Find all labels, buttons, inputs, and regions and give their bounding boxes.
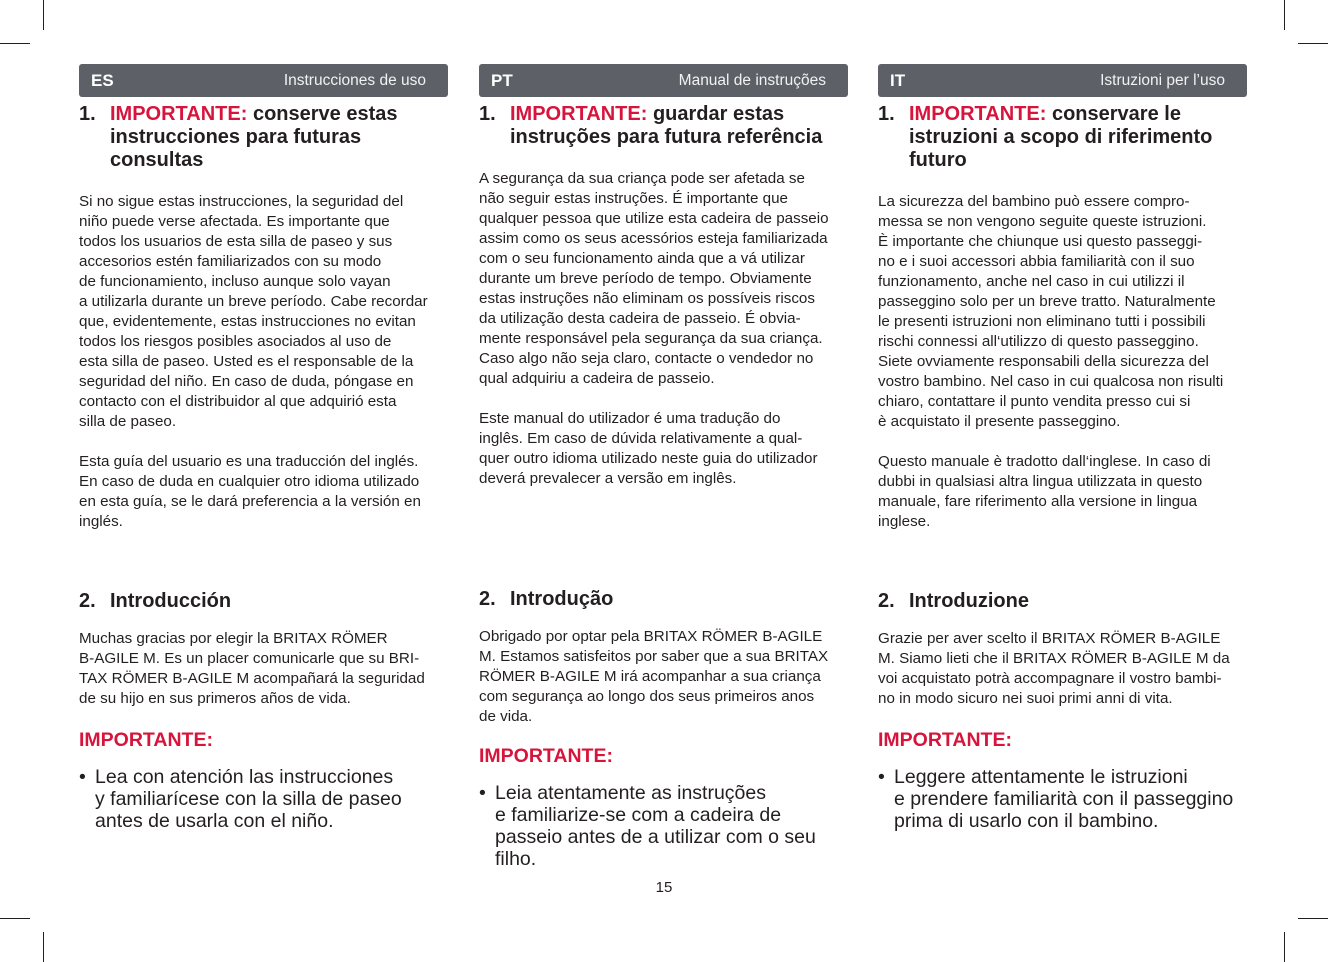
language-header-bar bbox=[479, 64, 848, 97]
crop-mark bbox=[43, 932, 44, 962]
crop-mark bbox=[0, 43, 30, 44]
language-header-bar bbox=[79, 64, 448, 97]
heading-text: guardar estas instruções para futura referência bbox=[510, 103, 823, 148]
section-2-heading bbox=[878, 590, 1247, 613]
paragraph: Questo manuale è tradotto dall‘inglese. In caso di dubbi in qualsiasi altra lingua utilizzata in questo manuale, fare riferimento alla versione in lingua inglese. bbox=[878, 453, 1211, 530]
paragraph: La sicurezza del bambino può essere compro- messa se non vengono seguite queste istruzioni. È importante che chiunque usi questo passeggi- no e i suoi accessori abbia familiarità con il suo funzionamento, anche nel caso in cui utilizzi il passeggino solo per un breve tratto. Naturalmente le presenti istruzioni non eliminano tutti i possibili rischi connessi all‘utilizzo di questo passeggino. Siete ovviamente responsabili della sicurezza del vostro bambino. Nel caso in cui qualcosa non risulti chiaro, contattare il punto vendita presso cui si è acquistato il presente passeggino. bbox=[878, 193, 1224, 430]
language-code: PT bbox=[491, 70, 513, 90]
paragraph: Grazie per aver scelto il BRITAX RÖMER B-AGILE M. Siamo lieti che il BRITAX RÖMER B-AGILE M da voi acquistato potrà accompagnare il vostro bambi- no in modo sicuro nei suoi primi anni di vita. bbox=[878, 630, 1230, 707]
language-code: ES bbox=[91, 70, 114, 90]
section-1 bbox=[479, 103, 848, 489]
bullet-item bbox=[79, 766, 448, 832]
section-2-heading bbox=[479, 588, 848, 611]
section-2 bbox=[878, 590, 1247, 832]
page-number: 15 bbox=[655, 879, 673, 896]
bullet-item bbox=[479, 782, 848, 870]
section-number: 2. bbox=[79, 590, 96, 612]
paragraph: Si no sigue estas instrucciones, la seguridad del niño puede verse afectada. Es importante que todos los usuarios de esta silla de paseo y sus accesorios estén familiarizados con su modo de funcionamiento, incluso aunque solo vayan a utilizarla durante un breve período. Cabe recordar que, evidentemente, estas instrucciones no evitan todos los riesgos posibles asociados al uso de esta silla de paseo. Usted es el responsable de la seguridad del niño. En caso de duda, póngase en contacto con el distribuidor al que adquirió esta silla de paseo. bbox=[79, 193, 428, 430]
crop-mark bbox=[1284, 932, 1285, 962]
language-code: IT bbox=[890, 70, 906, 90]
paragraph: Obrigado por optar pela BRITAX RÖMER B-AGILE M. Estamos satisfeitos por saber que a sua BRITAX RÖMER B-AGILE M irá acompanhar a sua criança com segurança ao longo dos seus primeiros anos de vida. bbox=[479, 628, 829, 725]
language-title: Instrucciones de uso bbox=[283, 71, 426, 89]
paragraph: Este manual do utilizador é uma tradução do inglês. Em caso de dúvida relativamente a qual- quer outro idioma utilizado neste guia do utilizador deverá prevalecer a versão em inglês. bbox=[479, 410, 818, 487]
important-label: IMPORTANTE: bbox=[79, 729, 213, 751]
crop-mark bbox=[1298, 918, 1328, 919]
paragraph: Muchas gracias por elegir la BRITAX RÖMER B-AGILE M. Es un placer comunicarle que su BRI- TAX RÖMER B-AGILE M acompañará la seguridad de su hijo en sus primeros años de vida. bbox=[79, 630, 425, 707]
crop-mark bbox=[43, 0, 44, 30]
section-1-heading bbox=[479, 103, 848, 149]
crop-mark bbox=[1284, 0, 1285, 30]
bullet-text: Lea con atención las instrucciones y familiarícese con la silla de paseo antes de usarla con el niño. bbox=[95, 766, 402, 832]
bullet-text: Leia atentamente as instruções e familiarize-se com a cadeira de passeio antes de a utilizar com o seu filho. bbox=[495, 782, 816, 870]
section-number: 1. bbox=[79, 103, 96, 125]
section-2-heading bbox=[79, 590, 448, 613]
language-title: Manual de instruções bbox=[678, 71, 826, 89]
paragraph: A segurança da sua criança pode ser afetada se não seguir estas instruções. É importante que qualquer pessoa que utilize esta cadeira de passeio assim como os seus acessórios esteja familiarizada com o seu funcionamento ainda que a vá utilizar durante um breve período de tempo. Obviamente estas instruções não eliminam os possíveis riscos da utilização desta cadeira de passeio. É obvia- mente responsável pela segurança da sua criança. Caso algo não seja claro, contacte o vendedor no qual adquiriu a cadeira de passeio. bbox=[479, 170, 829, 387]
important-label: IMPORTANTE: bbox=[878, 729, 1012, 751]
section-title: Introdução bbox=[510, 588, 614, 610]
heading-text: conservare le istruzioni a scopo di riferimento futuro bbox=[909, 103, 1213, 171]
bullet-dot: • bbox=[878, 766, 885, 788]
section-1 bbox=[79, 103, 448, 532]
important-label: IMPORTANTE: bbox=[110, 103, 248, 125]
section-number: 2. bbox=[479, 588, 496, 610]
bullet-dot: • bbox=[479, 782, 486, 804]
important-label: IMPORTANTE: bbox=[479, 745, 613, 767]
section-2 bbox=[79, 590, 448, 832]
section-number: 1. bbox=[479, 103, 496, 125]
bullet-dot: • bbox=[79, 766, 86, 788]
bullet-text: Leggere attentamente le istruzioni e prendere familiarità con il passeggino prima di usarlo con il bambino. bbox=[894, 766, 1234, 832]
section-1 bbox=[878, 103, 1247, 532]
section-title: Introducción bbox=[110, 590, 232, 612]
language-header-bar bbox=[878, 64, 1247, 97]
bullet-item bbox=[878, 766, 1247, 832]
crop-mark bbox=[0, 918, 30, 919]
language-title: Istruzioni per l’uso bbox=[1100, 71, 1225, 89]
crop-mark bbox=[1298, 43, 1328, 44]
section-1-heading bbox=[79, 103, 448, 172]
section-1-heading bbox=[878, 103, 1247, 172]
section-number: 2. bbox=[878, 590, 895, 612]
important-label: IMPORTANTE: bbox=[909, 103, 1047, 125]
paragraph: Esta guía del usuario es una traducción del inglés. En caso de duda en cualquier otro idioma utilizado en esta guía, se le dará preferencia a la versión en inglés. bbox=[79, 453, 421, 530]
important-label: IMPORTANTE: bbox=[510, 103, 648, 125]
section-2 bbox=[479, 588, 848, 870]
section-title: Introduzione bbox=[909, 590, 1029, 612]
heading-text: conserve estas instrucciones para futuras consultas bbox=[110, 103, 398, 171]
section-number: 1. bbox=[878, 103, 895, 125]
